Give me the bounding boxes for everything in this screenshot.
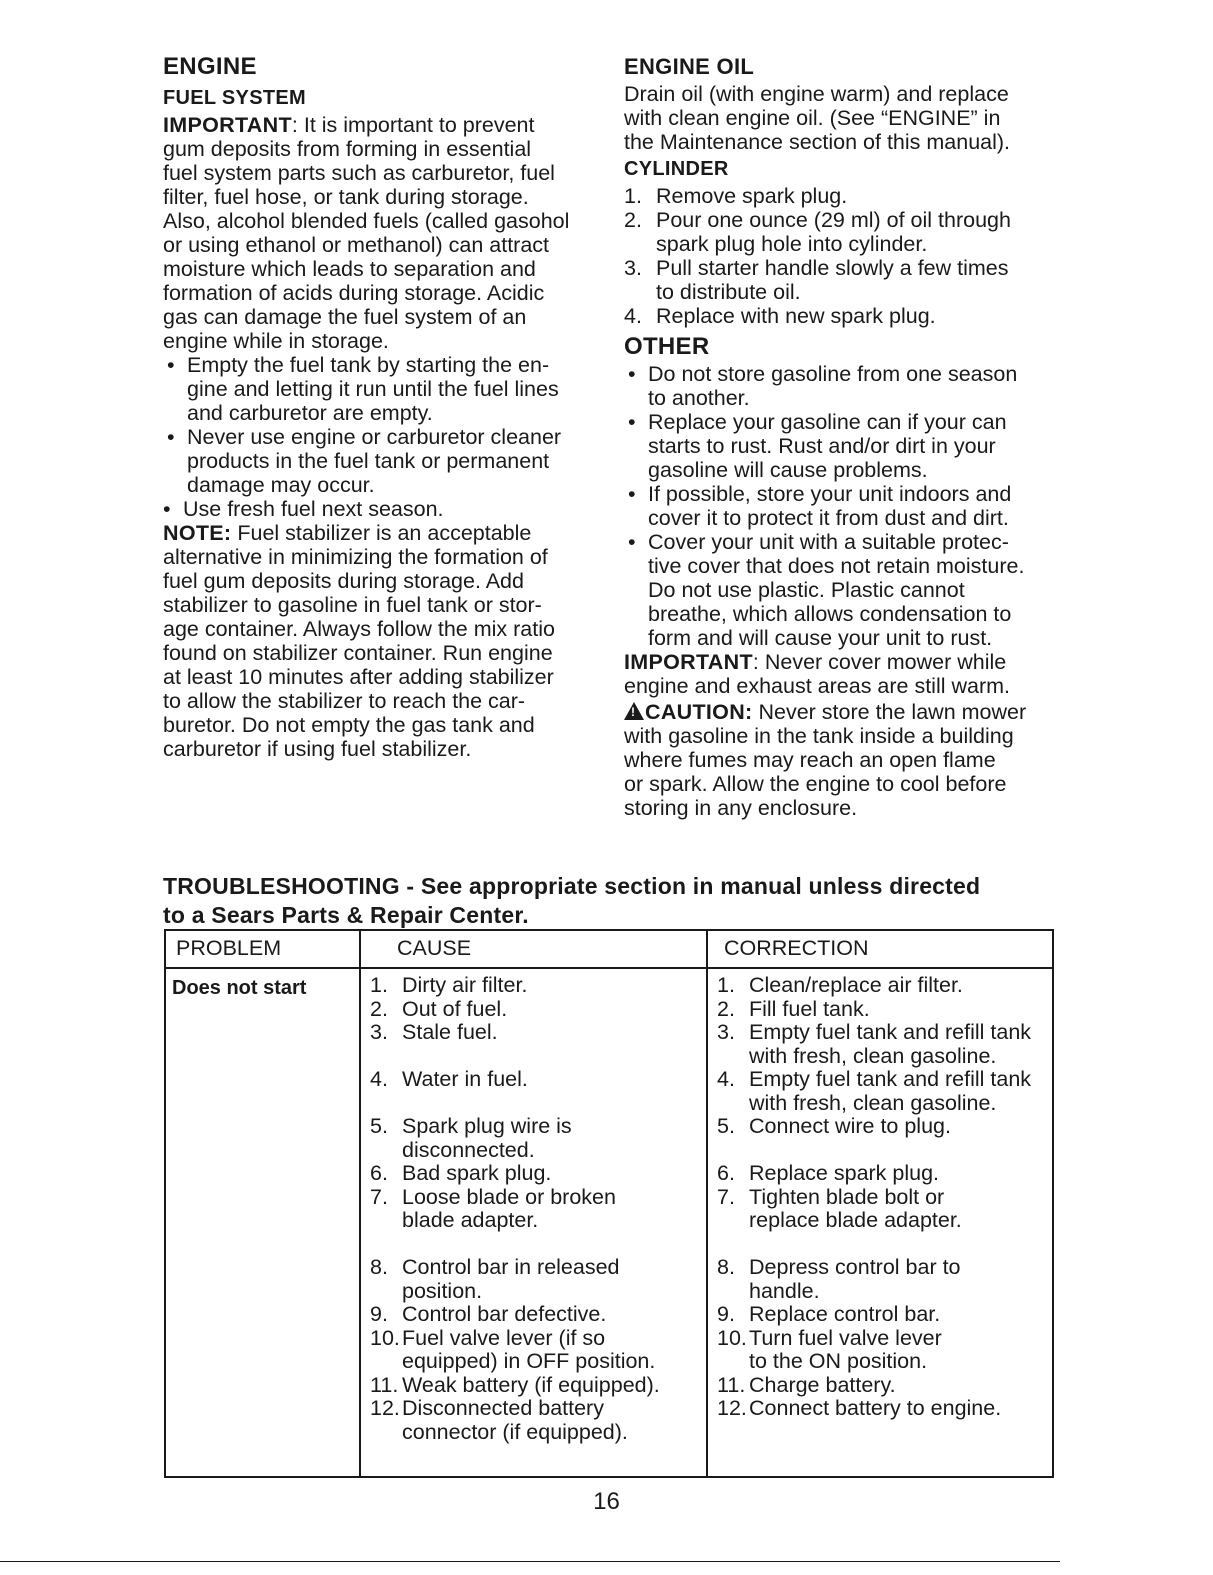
column-header-problem: PROBLEM [176,936,282,960]
table-row: 8. Depress control bar to handle. [717,1255,961,1303]
bullet-icon: • [167,353,175,377]
bullet-icon: • [628,362,636,386]
table-row: 12. Disconnected battery connector (if equipped). [370,1396,628,1444]
list-item: 1. Remove spark plug. [624,184,848,208]
troubleshooting-heading: TROUBLESHOOTING - See appropriate section in manual unless directed to a Sears Parts & Repair Center. [163,873,981,928]
table-row: 1. Dirty air filter. [370,973,528,997]
table-divider [359,931,361,1476]
table-row: 6. Replace spark plug. [717,1161,940,1185]
table-row: 5. Spark plug wire is disconnected. [370,1114,572,1162]
list-item: • Replace your gasoline can if your can starts to rust. Rust and/or dirt in your gasoline will cause problems. [628,410,1007,482]
warning-triangle-icon [624,702,644,720]
table-header-rule [166,967,1052,969]
engine-heading: ENGINE [163,53,257,80]
correction-cell [717,974,1053,1421]
list-item: 3. Pull starter handle slowly a few times to distribute oil. [624,256,1009,304]
column-header-cause: CAUSE [397,936,472,960]
table-row: 10. Fuel valve lever (if so equipped) in OFF position. [370,1325,656,1373]
cause-list [370,974,700,1444]
bullet-icon: • [628,410,636,434]
left-column [163,52,603,761]
list-item [163,497,603,521]
bullet-icon: • [628,482,636,506]
spacer [717,1233,1053,1257]
troubleshooting-table [164,929,1054,1478]
table-row: 9. Replace control bar. [717,1302,941,1326]
right-column [624,52,1054,820]
column-header-correction: CORRECTION [724,936,869,960]
correction-list [717,974,1053,1421]
note-text: Fuel stabilizer is an acceptable alternative in minimizing the formation of fuel gum deposits during storage. Add stabilizer to gasoline in fuel tank or stor- age container. Always follow the mix ratio found on stabilizer container. Run engine at least 10 minutes after adding stabilizer to allow the stabilizer to reach the car- buretor. Do not empty the gas tank and carburetor if using fuel stabilizer. [163,521,555,761]
table-row: 2. Fill fuel tank. [717,996,870,1021]
caution-paragraph: !CAUTION: Never store the lawn mower with gasoline in the tank inside a building where fumes may reach an open flame or spark. Allow the engine to cool before storing in any enclosure. [624,700,1054,820]
table-row: 12. Connect battery to engine. [717,1396,1002,1420]
other-bullet-list [624,362,1054,650]
note-label: NOTE: [163,521,232,545]
table-row: 3. Empty fuel tank and refill tank with fresh, clean gasoline. [717,1020,1032,1068]
table-row: 11. Charge battery. [717,1372,896,1397]
other-heading: OTHER [624,333,710,360]
cylinder-steps [624,184,1054,328]
bullet-text: Use fresh fuel next season. [183,497,444,521]
table-row: 4. Water in fuel. [370,1067,528,1091]
list-item [163,353,603,425]
list-item: 2. Pour one ounce (29 ml) of oil through spark plug hole into cylinder. [624,208,1011,256]
bullet-text: Empty the fuel tank by starting the en- gine and letting it run until the fuel lines and carburetor are empty. [187,353,559,425]
cylinder-heading: CYLINDER [624,158,729,180]
list-item [163,425,603,497]
list-item: • Cover your unit with a suitable protec- tive cover that does not retain moisture. Do not use plastic. Plastic cannot breathe, which allows condensation to form and will cause your unit to rust. [628,530,1025,650]
table-row: 7. Loose blade or broken blade adapter. [370,1184,616,1232]
bullet-icon: • [163,497,171,521]
table-row: 5. Connect wire to plug. [717,1114,951,1138]
engine-oil-heading: ENGINE OIL [624,54,755,79]
list-item: 4. Replace with new spark plug. [624,304,936,328]
page-number: 16 [593,1488,620,1515]
spacer [370,1092,700,1116]
bullet-text: Never use engine or carburetor cleaner products in the fuel tank or permanent damage may occur. [187,425,562,497]
spacer [717,1139,1053,1163]
table-row: 3. Stale fuel. [370,1020,498,1044]
table-row: 9. Control bar defective. [370,1302,607,1326]
important-text: : It is important to prevent gum deposits from forming in essential fuel system parts such as carburetor, fuel filter, fuel hose, or tank during storage. Also, alcohol blended fuels (called gasohol or using ethanol or methanol) can attract moisture which leads to separation and formation of acids during storage. Acidic gas can damage the fuel system of an engine while in storage. [163,113,570,353]
table-row: 4. Empty fuel tank and refill tank with fresh, clean gasoline. [717,1067,1032,1115]
other-important-paragraph: IMPORTANT: Never cover mower while engine and exhaust areas are still warm. [624,650,1011,698]
table-row: 11. Weak battery (if equipped). [370,1372,660,1397]
fuel-system-heading: FUEL SYSTEM [163,87,306,109]
table-row: 1. Clean/replace air filter. [717,973,963,997]
table-row: 10. Turn fuel valve lever to the ON position. [717,1325,942,1373]
note-paragraph [163,521,603,761]
table-row: 8. Control bar in released position. [370,1255,620,1303]
caution-label: CAUTION: [645,700,753,724]
bullet-icon: • [628,530,636,554]
important-label: IMPORTANT [163,113,292,137]
table-row: 2. Out of fuel. [370,996,508,1021]
list-item: • If possible, store your unit indoors and cover it to protect it from dust and dirt. [628,482,1012,530]
table-row: 6. Bad spark plug. [370,1161,552,1185]
fuel-bullet-list [163,353,603,521]
spacer [370,1233,700,1257]
problem-cell: Does not start [172,977,307,999]
table-divider [706,931,708,1476]
cause-cell [370,974,700,1444]
important-label: IMPORTANT [624,650,753,674]
bottom-rule [0,1561,1060,1562]
list-item: • Do not store gasoline from one season to another. [628,362,1018,410]
bullet-icon: • [167,425,175,449]
engine-oil-text: Drain oil (with engine warm) and replace with clean engine oil. (See “ENGINE” in the Maintenance section of this manual). [624,82,1011,154]
fuel-important-paragraph [163,113,603,353]
table-row: 7. Tighten blade bolt or replace blade adapter. [717,1184,962,1232]
spacer [370,1045,700,1069]
